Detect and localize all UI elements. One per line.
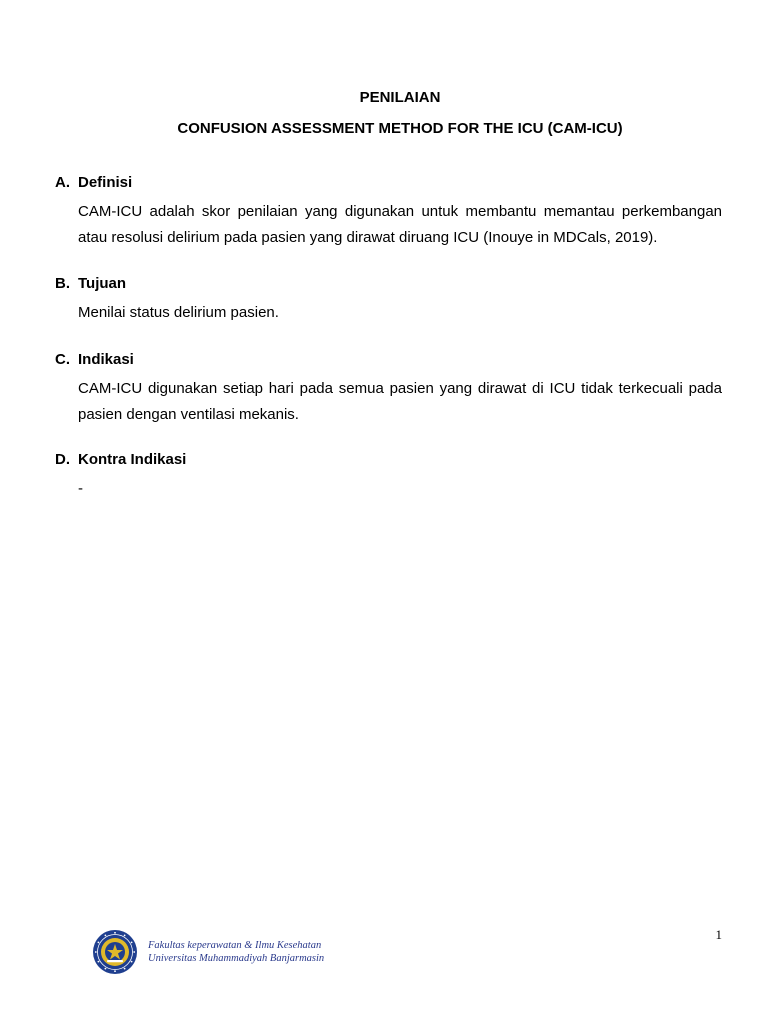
section-kontra-indikasi xyxy=(55,451,722,502)
document-subtitle: CONFUSION ASSESSMENT METHOD FOR THE ICU (CAM-ICU) xyxy=(177,120,623,137)
section-letter: A. xyxy=(55,174,70,191)
section-body: - xyxy=(78,480,83,497)
section-heading xyxy=(55,174,722,192)
page-number: 1 xyxy=(715,927,722,942)
university-seal-icon xyxy=(92,929,138,975)
section-heading xyxy=(55,275,722,293)
section-title: Kontra Indikasi xyxy=(78,451,187,468)
section-letter: D. xyxy=(55,451,70,468)
section-tujuan xyxy=(55,275,722,326)
section-letter: B. xyxy=(55,275,70,292)
footer-institution xyxy=(148,939,324,965)
footer-line-university: Universitas Muhammadiyah Banjarmasin xyxy=(148,953,325,964)
section-indikasi xyxy=(55,351,722,427)
section-letter: C. xyxy=(55,351,70,368)
section-title: Tujuan xyxy=(78,275,127,292)
footer-line-faculty: Fakultas keperawatan & Ilmu Kesehatan xyxy=(148,940,322,951)
section-body: Menilai status delirium pasien. xyxy=(78,304,279,321)
document-title: PENILAIAN xyxy=(359,89,441,106)
section-title: Definisi xyxy=(78,174,133,191)
section-title: Indikasi xyxy=(78,351,134,368)
section-body: CAM-ICU adalah skor penilaian yang digunakan untuk membantu memantau perkembangan atau resolusi delirium pada pasien yang dirawat diruang ICU (Inouye in MDCals, 2019). xyxy=(78,203,722,246)
section-heading xyxy=(55,451,722,469)
section-definisi xyxy=(55,174,722,250)
section-heading xyxy=(55,351,722,369)
section-body: CAM-ICU digunakan setiap hari pada semua pasien yang dirawat di ICU tidak terkecuali pada pasien dengan ventilasi mekanis. xyxy=(78,380,722,423)
